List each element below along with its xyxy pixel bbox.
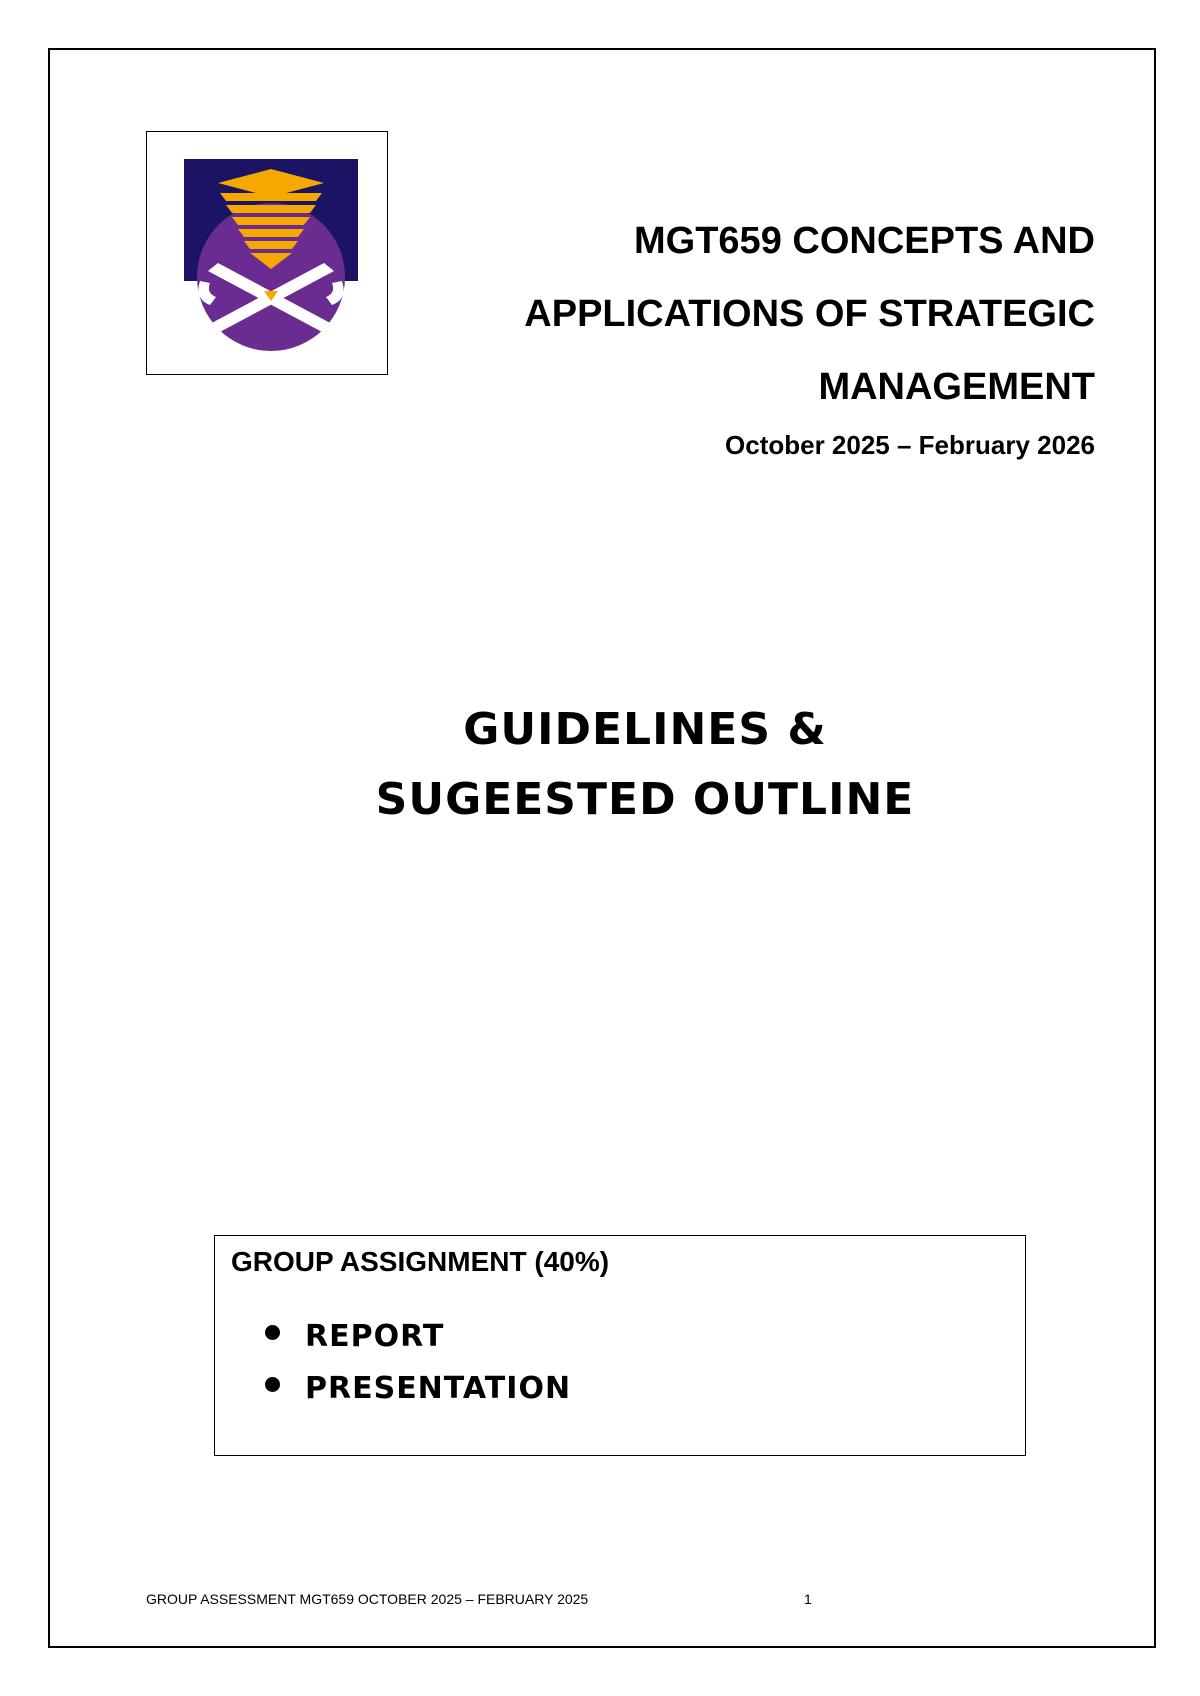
logo-frame <box>146 131 388 375</box>
list-item <box>265 1310 571 1362</box>
heading-line: SUGEESTED OUTLINE <box>375 774 915 825</box>
semester-dates: October 2025 – February 2026 <box>725 430 1095 460</box>
course-header <box>455 205 1095 461</box>
page-number: 1 <box>804 1591 812 1607</box>
bullet-icon <box>265 1377 280 1392</box>
heading-line: GUIDELINES & <box>463 704 827 755</box>
course-title-line: MGT659 CONCEPTS AND <box>634 220 1095 262</box>
document-heading <box>0 695 1200 835</box>
assignment-list <box>265 1310 571 1414</box>
bullet-icon <box>265 1325 280 1340</box>
course-title <box>455 205 1095 424</box>
list-item <box>265 1362 571 1414</box>
list-item-label: PRESENTATION <box>305 1370 572 1406</box>
assignment-box <box>214 1235 1026 1456</box>
assignment-title: GROUP ASSIGNMENT (40%) <box>231 1246 610 1277</box>
course-title-line: APPLICATIONS OF STRATEGIC <box>524 293 1095 335</box>
course-title-line: MANAGEMENT <box>818 366 1095 408</box>
university-crest-icon <box>184 159 358 351</box>
list-item-label: REPORT <box>305 1318 445 1354</box>
footer-text: GROUP ASSESSMENT MGT659 OCTOBER 2025 – FEBRUARY 2025 <box>146 1591 589 1607</box>
